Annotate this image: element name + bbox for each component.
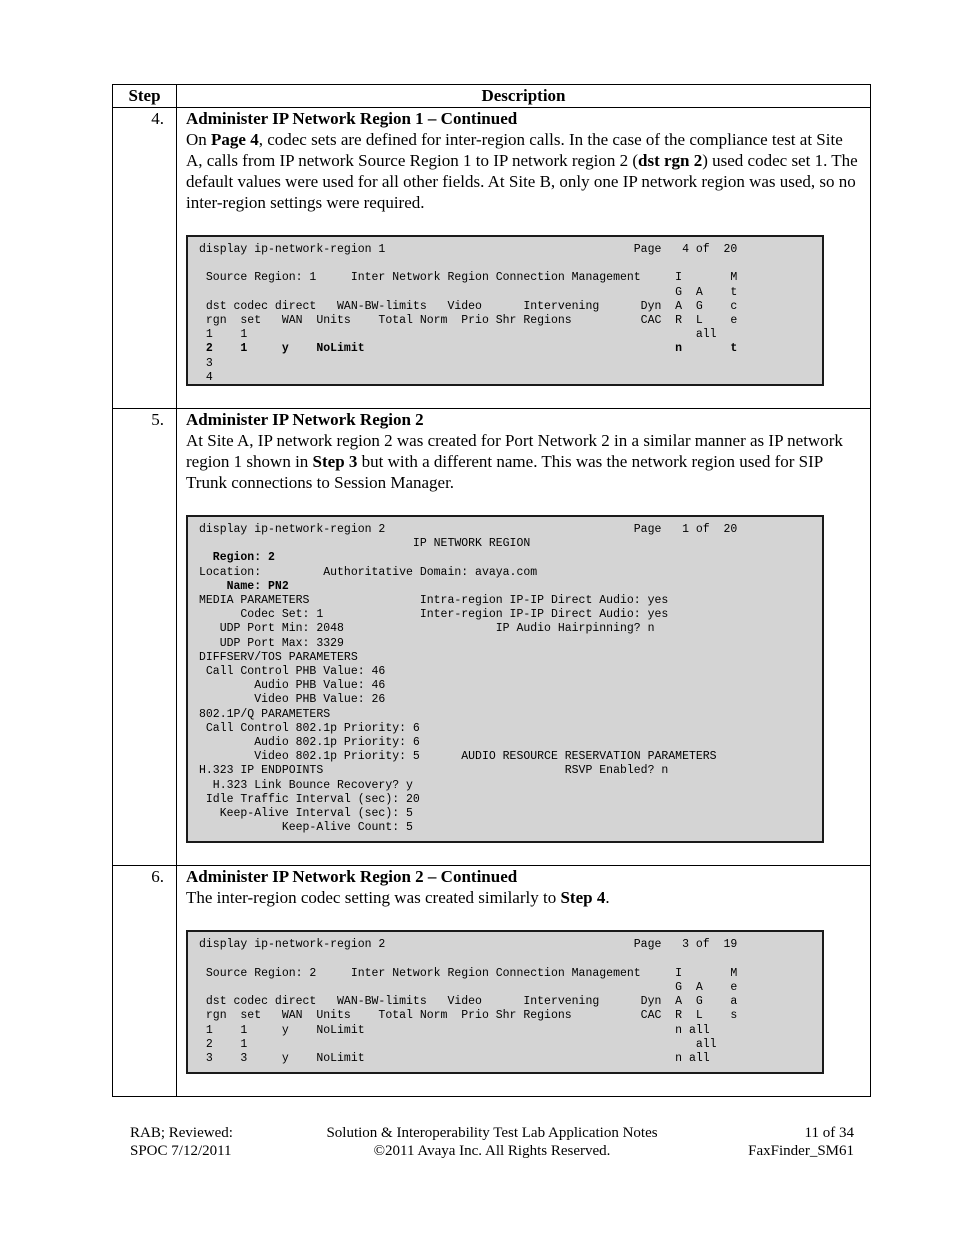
step-paragraph: The inter-region codec setting was created similarly to Step 4. xyxy=(186,888,610,908)
screen-line: 3 xyxy=(199,356,213,370)
screen-line: MEDIA PARAMETERS Intra-region IP-IP Direct Audio: yes xyxy=(199,594,669,608)
screen-line: H.323 IP ENDPOINTS RSVP Enabled? n xyxy=(199,764,669,778)
steps-table xyxy=(112,84,871,1097)
screen-line: Idle Traffic Interval (sec): 20 xyxy=(199,792,420,806)
description-column-header: Description xyxy=(177,85,871,108)
screen-line: display ip-network-region 2 Page 3 of 19 xyxy=(199,938,738,952)
step-title: Administer IP Network Region 2 – Continued xyxy=(186,867,518,887)
screen-line: 2 1 y NoLimit n t xyxy=(199,342,738,356)
step-column-header: Step xyxy=(113,85,177,108)
screen-line xyxy=(199,257,812,271)
screen-line: G A e xyxy=(199,981,738,995)
screen-line: 802.1P/Q PARAMETERS xyxy=(199,707,331,721)
screen-line: display ip-network-region 2 Page 1 of 20 xyxy=(199,523,738,536)
step-title: Administer IP Network Region 2 xyxy=(186,410,424,429)
screen-line: UDP Port Max: 3329 xyxy=(199,636,344,650)
screen-line: 1 1 y NoLimit n all xyxy=(199,1023,710,1037)
step-paragraph: At Site A, IP network region 2 was created for Port Network 2 in a similar manner as IP network region 1 shown in Step 3 but with a different name. This was the network region used for SIP Trunk connections to Session Manager. xyxy=(186,431,843,492)
footer-review-date: SPOC 7/12/2011 xyxy=(130,1143,232,1159)
screen-line: DIFFSERV/TOS PARAMETERS xyxy=(199,650,358,664)
screen-line: Keep-Alive Count: 5 xyxy=(199,821,413,835)
screen-line: Call Control PHB Value: 46 xyxy=(199,665,386,679)
screen-line: Location: Authoritative Domain: avaya.com xyxy=(199,565,538,579)
step-paragraph: On Page 4, codec sets are defined for inter-region calls. In the case of the compliance test at Site A, calls from IP network Source Region 1 to IP network region 2 (dst rgn 2) used codec set 1. The default values were used for all other fields. At Site B, only one IP network region was used, so no inter-region settings were required. xyxy=(186,130,858,212)
step-number: 5. xyxy=(113,409,177,866)
screen-line: 4 xyxy=(199,370,213,384)
screen-line: Audio 802.1p Priority: 6 xyxy=(199,736,420,750)
screen-line: Source Region: 1 Inter Network Region Connection Management I M xyxy=(199,271,738,285)
table-row xyxy=(113,866,871,1097)
screen-line: 2 1 all xyxy=(199,1037,717,1051)
screen-line: IP NETWORK REGION xyxy=(199,537,531,551)
screen-line: G A t xyxy=(199,285,738,299)
table-header-row xyxy=(113,85,871,108)
footer-doc-id: FaxFinder_SM61 xyxy=(748,1143,854,1159)
terminal-screen xyxy=(186,930,824,1074)
footer-copyright: ©2011 Avaya Inc. All Rights Reserved. xyxy=(373,1143,611,1159)
footer-page-number: 11 of 34 xyxy=(804,1125,854,1141)
table-row xyxy=(113,108,871,409)
screen-line: Region: 2 xyxy=(199,551,275,565)
table-row xyxy=(113,409,871,866)
screen-line: rgn set WAN Units Total Norm Prio Shr Regions CAC R L e xyxy=(199,314,738,327)
screen-line: Call Control 802.1p Priority: 6 xyxy=(199,721,420,735)
terminal-screen xyxy=(186,515,824,843)
footer-center xyxy=(130,1124,854,1160)
screen-line: Codec Set: 1 Inter-region IP-IP Direct Audio: yes xyxy=(199,608,669,622)
screen-line: 3 3 y NoLimit n all xyxy=(199,1052,710,1066)
footer-reviewer: RAB; Reviewed: xyxy=(130,1125,233,1141)
screen-line: H.323 Link Bounce Recovery? y xyxy=(199,778,413,792)
screen-line: Name: PN2 xyxy=(199,579,289,593)
screen-line: Source Region: 2 Inter Network Region Connection Management I M xyxy=(199,966,738,980)
screen-line: rgn set WAN Units Total Norm Prio Shr Regions CAC R L s xyxy=(199,1009,738,1023)
screen-line: Video 802.1p Priority: 5 AUDIO RESOURCE RESERVATION PARAMETERS xyxy=(199,750,717,764)
screen-line: dst codec direct WAN-BW-limits Video Intervening Dyn A G a xyxy=(199,995,738,1009)
screen-line: UDP Port Min: 2048 IP Audio Hairpinning? n xyxy=(199,622,655,636)
screen-line: Keep-Alive Interval (sec): 5 xyxy=(199,807,413,821)
screen-line: Video PHB Value: 26 xyxy=(199,693,386,707)
footer-doc-title: Solution & Interoperability Test Lab Application Notes xyxy=(326,1125,658,1141)
step-title: Administer IP Network Region 1 – Continued xyxy=(186,109,518,128)
step-description xyxy=(177,866,871,1097)
screen-line xyxy=(199,953,812,967)
screen-line: dst codec direct WAN-BW-limits Video Intervening Dyn A G c xyxy=(199,299,738,313)
footer-right xyxy=(748,1124,854,1160)
terminal-screen xyxy=(186,235,824,386)
step-number: 6. xyxy=(113,866,177,1097)
step-description xyxy=(177,409,871,866)
screen-line: Audio PHB Value: 46 xyxy=(199,679,386,693)
step-description xyxy=(177,108,871,409)
step-number: 4. xyxy=(113,108,177,409)
screen-line: 1 1 all xyxy=(199,328,717,342)
screen-line: display ip-network-region 1 Page 4 of 20 xyxy=(199,243,738,256)
